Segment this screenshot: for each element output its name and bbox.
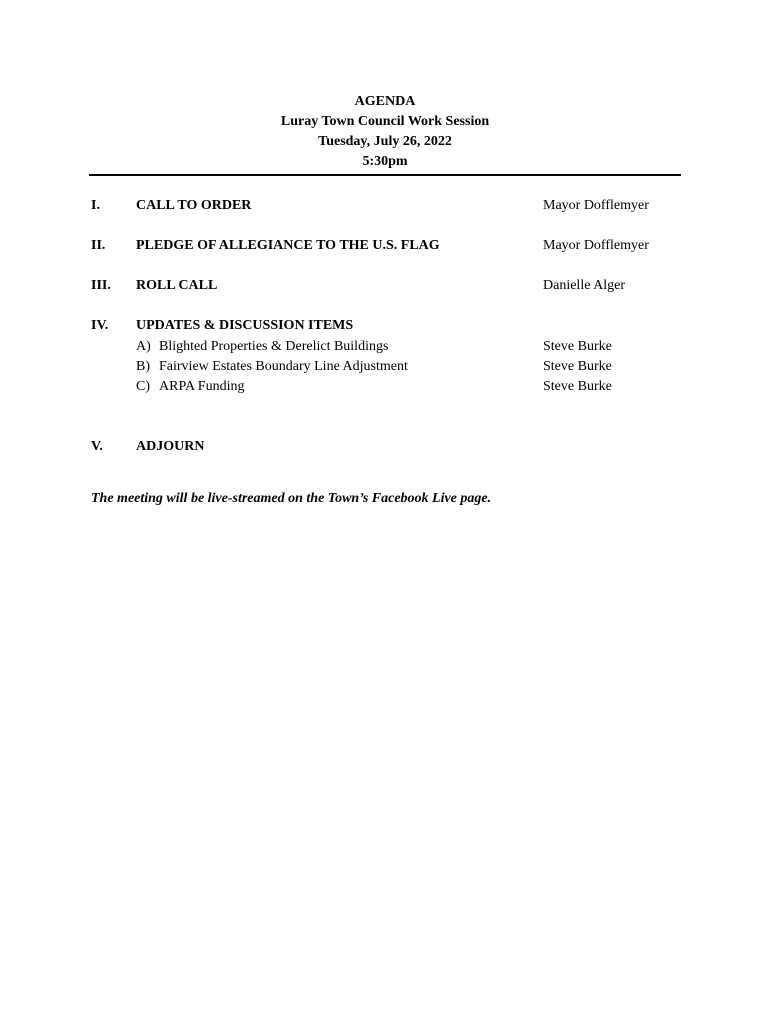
item-numeral: I. <box>91 198 100 213</box>
sub-item-presenter: Steve Burke <box>543 359 612 374</box>
meeting-name: Luray Town Council Work Session <box>280 114 490 129</box>
sub-item-text: Fairview Estates Boundary Line Adjustment <box>159 359 408 374</box>
sub-item-letter: B) <box>136 359 150 374</box>
item-title: ROLL CALL <box>136 278 218 293</box>
header-divider <box>89 174 681 176</box>
sub-item-presenter: Steve Burke <box>543 379 612 394</box>
agenda-header <box>0 92 770 172</box>
item-title: UPDATES & DISCUSSION ITEMS <box>136 318 354 333</box>
item-numeral: III. <box>91 278 111 293</box>
item-presenter: Mayor Dofflemyer <box>543 238 649 253</box>
item-numeral: IV. <box>91 318 109 333</box>
item-title: ADJOURN <box>136 439 205 454</box>
meeting-date: Tuesday, July 26, 2022 <box>318 134 452 149</box>
sub-item-text: Blighted Properties & Derelict Buildings <box>159 339 389 354</box>
sub-item-presenter: Steve Burke <box>543 339 612 354</box>
item-presenter: Danielle Alger <box>543 278 626 293</box>
item-numeral: II. <box>91 238 106 253</box>
agenda-heading: AGENDA <box>354 94 416 109</box>
sub-item-text: ARPA Funding <box>159 379 245 394</box>
item-presenter: Mayor Dofflemyer <box>543 198 649 213</box>
item-numeral: V. <box>91 439 103 454</box>
meeting-time: 5:30pm <box>362 154 408 169</box>
livestream-note: The meeting will be live-streamed on the Town’s Facebook Live page. <box>91 491 492 506</box>
sub-item-letter: A) <box>136 339 151 354</box>
item-title: PLEDGE OF ALLEGIANCE TO THE U.S. FLAG <box>136 238 440 253</box>
item-title: CALL TO ORDER <box>136 198 252 213</box>
sub-item-letter: C) <box>136 379 150 394</box>
